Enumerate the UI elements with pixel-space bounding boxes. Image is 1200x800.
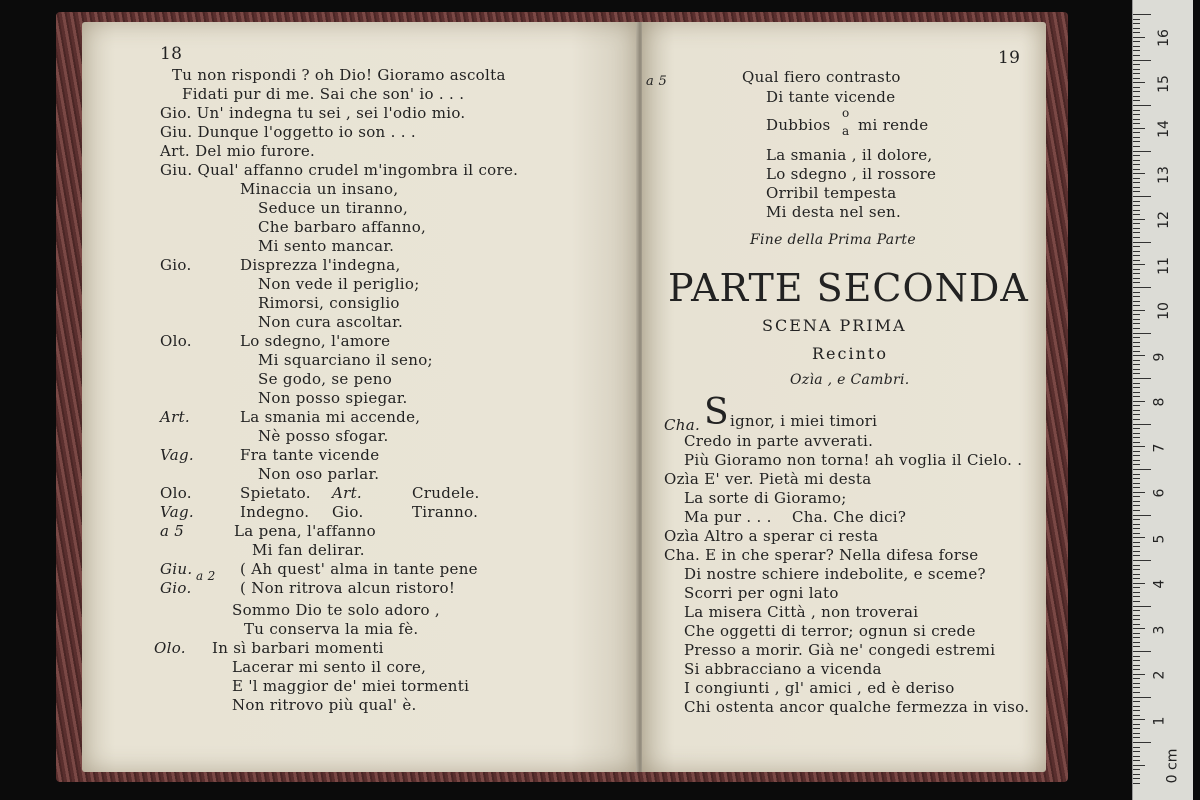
ruler-tick <box>1133 733 1140 734</box>
ruler-tick <box>1133 433 1140 434</box>
speaker-label: Vag. <box>160 446 194 464</box>
ruler-label: 0 cm <box>1164 748 1181 784</box>
ruler-tick <box>1133 747 1140 748</box>
ruler-tick <box>1133 460 1140 461</box>
ruler-tick <box>1133 642 1140 643</box>
ruler-label: 1 <box>1151 716 1168 725</box>
ruler-tick <box>1133 96 1140 97</box>
text-line: Disprezza l'indegna, <box>240 256 401 274</box>
ruler-tick <box>1133 191 1140 192</box>
text-line: E 'l maggior de' miei tormenti <box>232 677 470 695</box>
text-line: La pena, l'affanno <box>234 522 376 540</box>
ruler-tick <box>1133 501 1140 502</box>
ruler-tick <box>1133 660 1140 661</box>
ruler-tick <box>1133 160 1140 161</box>
speaker-label: Gio. <box>160 579 192 597</box>
ruler-tick <box>1133 546 1140 547</box>
verse-line: Qual fiero contrasto <box>742 68 901 86</box>
dialogue-line: Che oggetti di terror; ognun si crede <box>684 622 976 640</box>
text-line: Rimorsi, consiglio <box>258 294 400 312</box>
ruler-tick <box>1133 32 1140 33</box>
dialogue-line: La misera Città , non troverai <box>684 603 919 621</box>
ruler-tick <box>1133 255 1140 256</box>
text-line: Non cura ascoltar. <box>258 313 404 331</box>
ruler-tick <box>1133 505 1140 506</box>
ruler-tick <box>1133 219 1145 220</box>
ruler-tick <box>1133 401 1145 402</box>
ruler-tick <box>1133 110 1140 111</box>
ruler-tick <box>1133 578 1140 579</box>
ruler-tick <box>1133 251 1140 252</box>
ruler-tick <box>1133 483 1140 484</box>
speaker-label: Olo. <box>160 484 192 502</box>
ruler-tick <box>1133 273 1140 274</box>
ruler-tick <box>1133 519 1140 520</box>
ruler-tick <box>1133 537 1145 538</box>
ruler-tick <box>1133 451 1140 452</box>
ruler-tick <box>1133 373 1140 374</box>
ruler-tick <box>1133 305 1140 306</box>
ruler-tick <box>1133 610 1140 611</box>
ruler-tick <box>1133 364 1140 365</box>
ruler-tick <box>1133 169 1140 170</box>
verse-line: Di tante vicende <box>766 88 896 106</box>
ruler-tick <box>1133 87 1140 88</box>
text-line: Lacerar mi sento il core, <box>232 658 427 676</box>
ruler-tick <box>1133 701 1140 702</box>
ruler-tick <box>1133 119 1140 120</box>
ruler-tick <box>1133 387 1140 388</box>
ruler-tick <box>1133 50 1140 51</box>
ruler-tick <box>1133 492 1145 493</box>
scene-characters: Ozìa , e Cambri. <box>790 372 910 388</box>
ruler-label: 6 <box>1151 488 1168 498</box>
ruler-tick <box>1133 615 1140 616</box>
ruler-tick <box>1133 719 1145 720</box>
dialogue-line: Presso a morir. Già ne' congedi estremi <box>684 641 996 659</box>
ruler-tick <box>1133 201 1140 202</box>
dialogue-line: Chi ostenta ancor qualche fermezza in viso. <box>684 698 1030 716</box>
speaker-label: Gio. <box>332 503 364 521</box>
ruler-tick <box>1133 78 1140 79</box>
ruler-tick <box>1133 442 1140 443</box>
ruler-tick <box>1133 737 1140 738</box>
ruler-tick <box>1133 369 1140 370</box>
ruler-tick <box>1133 774 1140 775</box>
open-book <box>70 22 1054 772</box>
ruler-tick <box>1133 697 1151 698</box>
text-line: Gio. Un' indegna tu sei , sei l'odio mio. <box>160 104 466 122</box>
ruler-tick <box>1133 351 1140 352</box>
ruler-tick <box>1133 496 1140 497</box>
text-line: Tiranno. <box>412 503 479 521</box>
ruler-label: 10 <box>1155 302 1172 320</box>
ruler-tick <box>1133 205 1140 206</box>
verse-line: mi rende <box>858 116 929 134</box>
text-line: Lo sdegno, l'amore <box>240 332 391 350</box>
ruler-label: 8 <box>1151 397 1168 407</box>
ruler-tick <box>1133 783 1140 784</box>
ruler-tick <box>1133 565 1140 566</box>
ruler-tick <box>1133 678 1140 679</box>
ruler-tick <box>1133 155 1140 156</box>
ensemble-label: a 2 <box>196 569 216 583</box>
ruler-tick <box>1133 123 1140 124</box>
ruler-tick <box>1133 414 1140 415</box>
verse-variant-upper: o <box>842 106 850 120</box>
ruler-label: 13 <box>1155 165 1172 184</box>
ruler-label: 16 <box>1155 29 1172 47</box>
ruler-tick <box>1133 419 1140 420</box>
ruler-tick <box>1133 378 1151 379</box>
dialogue-line: Ma pur . . . <box>684 508 772 526</box>
measuring-ruler <box>1132 0 1193 800</box>
ruler-tick <box>1133 128 1145 129</box>
ruler-tick <box>1133 646 1140 647</box>
ruler-tick <box>1133 637 1140 638</box>
ruler-tick <box>1133 269 1140 270</box>
ruler-tick <box>1133 596 1140 597</box>
ruler-tick <box>1133 19 1140 20</box>
ruler-tick <box>1133 182 1140 183</box>
ruler-tick <box>1133 282 1140 283</box>
verse-line: Dubbios <box>766 116 831 134</box>
scene-heading: SCENA PRIMA <box>762 316 907 335</box>
ruler-tick <box>1133 405 1140 406</box>
ruler-tick <box>1133 669 1140 670</box>
ruler-tick <box>1133 196 1151 197</box>
ruler-tick <box>1133 551 1140 552</box>
part-title: PARTE SECONDA <box>668 266 1029 310</box>
ruler-tick <box>1133 114 1140 115</box>
ruler-tick <box>1133 14 1151 15</box>
ruler-label: 15 <box>1155 74 1172 93</box>
text-line: Fidati pur di me. Sai che son' io . . . <box>182 85 465 103</box>
page-number-left: 18 <box>160 44 183 64</box>
speaker-label: Olo. <box>160 332 192 350</box>
ruler-tick <box>1133 37 1145 38</box>
ruler-tick <box>1133 587 1140 588</box>
ruler-tick <box>1133 601 1140 602</box>
ruler-tick <box>1133 23 1140 24</box>
text-line: Seduce un tiranno, <box>258 199 409 217</box>
text-line: Se godo, se peno <box>258 370 393 388</box>
ruler-tick <box>1133 91 1140 92</box>
ruler-tick <box>1133 742 1151 743</box>
ruler-label: 4 <box>1151 579 1168 589</box>
right-page <box>642 22 1046 772</box>
dialogue-line: ignor, i miei timori <box>730 412 878 430</box>
text-line: La smania mi accende, <box>240 408 421 426</box>
ruler-tick <box>1133 533 1140 534</box>
ruler-tick <box>1133 310 1145 311</box>
text-line: Indegno. <box>240 503 310 521</box>
dialogue-line: Cha. E in che sperar? Nella difesa forse <box>664 546 979 564</box>
text-line: Crudele. <box>412 484 480 502</box>
ruler-tick <box>1133 210 1140 211</box>
speaker-label: Olo. <box>154 639 186 657</box>
ruler-tick <box>1133 751 1140 752</box>
ruler-tick <box>1133 446 1145 447</box>
ruler-tick <box>1133 333 1151 334</box>
text-line: Minaccia un insano, <box>240 180 399 198</box>
ruler-tick <box>1133 82 1145 83</box>
dialogue-line: Scorri per ogni lato <box>684 584 839 602</box>
ruler-label: 11 <box>1155 256 1172 275</box>
dialogue-line: Ozìa E' ver. Pietà mi desta <box>664 470 872 488</box>
ruler-tick <box>1133 337 1140 338</box>
dialogue-line: Si abbracciano a vicenda <box>684 660 882 678</box>
dialogue-line: La sorte di Gioramo; <box>684 489 847 507</box>
text-line: Tu non rispondi ? oh Dio! Gioramo ascolta <box>172 66 506 84</box>
ruler-tick <box>1133 60 1151 61</box>
ruler-tick <box>1133 346 1140 347</box>
ruler-tick <box>1133 323 1140 324</box>
ensemble-label: a 5 <box>160 522 185 540</box>
ruler-tick <box>1133 187 1140 188</box>
ruler-label: 12 <box>1155 211 1172 229</box>
ruler-tick <box>1133 469 1151 470</box>
ruler-tick <box>1133 383 1140 384</box>
ruler-tick <box>1133 628 1145 629</box>
ruler-label: 5 <box>1151 534 1168 543</box>
ruler-tick <box>1133 64 1140 65</box>
text-line: Non posso spiegar. <box>258 389 408 407</box>
ruler-tick <box>1133 583 1145 584</box>
ruler-tick <box>1133 146 1140 147</box>
ruler-tick <box>1133 515 1151 516</box>
ruler-tick <box>1133 46 1140 47</box>
text-line: Sommo Dio te solo adoro , <box>232 601 440 619</box>
ruler-tick <box>1133 264 1145 265</box>
ruler-tick <box>1133 464 1140 465</box>
ruler-tick <box>1133 765 1145 766</box>
ruler-tick <box>1133 478 1140 479</box>
ruler-tick <box>1133 424 1151 425</box>
speaker-label: Cha. <box>664 416 701 434</box>
ruler-tick <box>1133 301 1140 302</box>
ruler-tick <box>1133 287 1151 288</box>
speaker-label: Art. <box>160 408 190 426</box>
ruler-tick <box>1133 237 1140 238</box>
ruler-tick <box>1133 242 1151 243</box>
text-line: Giu. Dunque l'oggetto io son . . . <box>160 123 416 141</box>
text-line: Giu. Qual' affanno crudel m'ingombra il core. <box>160 161 519 179</box>
ruler-tick <box>1133 342 1140 343</box>
ruler-tick <box>1133 769 1140 770</box>
text-line: Nè posso sfogar. <box>258 427 389 445</box>
ruler-tick <box>1133 619 1140 620</box>
ruler-tick <box>1133 665 1140 666</box>
text-line: Art. Del mio furore. <box>160 142 316 160</box>
verse-line: Orribil tempesta <box>766 184 897 202</box>
ruler-tick <box>1133 355 1145 356</box>
ruler-tick <box>1133 778 1140 779</box>
ruler-tick <box>1133 606 1151 607</box>
ruler-tick <box>1133 592 1140 593</box>
ruler-tick <box>1133 574 1140 575</box>
ruler-tick <box>1133 524 1140 525</box>
ruler-tick <box>1133 73 1140 74</box>
ruler-tick <box>1133 687 1140 688</box>
ruler-tick <box>1133 692 1140 693</box>
ruler-tick <box>1133 651 1151 652</box>
ruler-tick <box>1133 69 1140 70</box>
ruler-tick <box>1133 214 1140 215</box>
ensemble-label: a 5 <box>646 74 668 89</box>
ruler-tick <box>1133 706 1140 707</box>
ruler-tick <box>1133 100 1140 101</box>
ruler-tick <box>1133 223 1140 224</box>
dialogue-line: Cha. Che dici? <box>792 508 907 526</box>
ruler-tick <box>1133 760 1140 761</box>
ruler-tick <box>1133 656 1140 657</box>
ruler-tick <box>1133 292 1140 293</box>
ruler-tick <box>1133 164 1140 165</box>
scene-location: Recinto <box>812 344 888 363</box>
dialogue-line: Ozìa Altro a sperar ci resta <box>664 527 879 545</box>
ruler-tick <box>1133 132 1140 133</box>
left-page <box>82 22 638 772</box>
ruler-tick <box>1133 715 1140 716</box>
ruler-tick <box>1133 228 1140 229</box>
text-line: Non ritrovo più qual' è. <box>232 696 417 714</box>
speaker-label: Giu. <box>160 560 193 578</box>
ruler-tick <box>1133 728 1140 729</box>
text-line: Non oso parlar. <box>258 465 380 483</box>
ruler-tick <box>1133 437 1140 438</box>
section-end-note: Fine della Prima Parte <box>750 232 916 248</box>
ruler-tick <box>1133 151 1151 152</box>
ruler-tick <box>1133 55 1140 56</box>
ruler-tick <box>1133 428 1140 429</box>
ruler-tick <box>1133 756 1140 757</box>
ruler-tick <box>1133 232 1140 233</box>
ruler-tick <box>1133 528 1140 529</box>
drop-cap: S <box>704 392 729 433</box>
ruler-tick <box>1133 328 1140 329</box>
ruler-tick <box>1133 510 1140 511</box>
text-line: In sì barbari momenti <box>212 639 384 657</box>
ruler-tick <box>1133 555 1140 556</box>
verse-line: Lo sdegno , il rossore <box>766 165 937 183</box>
text-line: Fra tante vicende <box>240 446 380 464</box>
ruler-tick <box>1133 137 1140 138</box>
ruler-tick <box>1133 141 1140 142</box>
speaker-label: Vag. <box>160 503 194 521</box>
ruler-label: 2 <box>1151 670 1168 680</box>
text-line: ( Non ritrova alcun ristoro! <box>240 579 456 597</box>
ruler-label: 7 <box>1151 443 1168 452</box>
verse-line: La smania , il dolore, <box>766 146 933 164</box>
verse-variant-lower: a <box>842 124 850 138</box>
ruler-tick <box>1133 724 1140 725</box>
page-number-right: 19 <box>998 48 1021 68</box>
dialogue-line: Più Gioramo non torna! ah voglia il Cielo. . <box>684 451 1023 469</box>
text-line: ( Ah quest' alma in tante pene <box>240 560 478 578</box>
ruler-tick <box>1133 296 1140 297</box>
speaker-label: Art. <box>332 484 362 502</box>
ruler-tick <box>1133 455 1140 456</box>
ruler-tick <box>1133 474 1140 475</box>
dialogue-line: Di nostre schiere indebolite, e sceme? <box>684 565 986 583</box>
ruler-tick <box>1133 41 1140 42</box>
ruler-tick <box>1133 392 1140 393</box>
ruler-tick <box>1133 560 1151 561</box>
ruler-label: 3 <box>1151 625 1168 634</box>
ruler-tick <box>1133 683 1140 684</box>
dialogue-line: I congiunti , gl' amici , ed è deriso <box>684 679 955 697</box>
verse-line: Mi desta nel sen. <box>766 203 902 221</box>
speaker-label: Gio. <box>160 256 192 274</box>
ruler-tick <box>1133 28 1140 29</box>
text-line: Mi sento mancar. <box>258 237 395 255</box>
ruler-tick <box>1133 674 1145 675</box>
ruler-label: 14 <box>1155 120 1172 138</box>
ruler-tick <box>1133 569 1140 570</box>
text-line: Spietato. <box>240 484 311 502</box>
ruler-tick <box>1133 396 1140 397</box>
ruler-tick <box>1133 246 1140 247</box>
ruler-tick <box>1133 105 1151 106</box>
text-line: Tu conserva la mia fè. <box>244 620 419 638</box>
ruler-tick <box>1133 410 1140 411</box>
text-line: Mi fan delirar. <box>252 541 365 559</box>
ruler-tick <box>1133 178 1140 179</box>
ruler-tick <box>1133 260 1140 261</box>
ruler-tick <box>1133 360 1140 361</box>
ruler-tick <box>1133 710 1140 711</box>
dialogue-line: Credo in parte avverati. <box>684 432 874 450</box>
ruler-label: 9 <box>1151 352 1168 361</box>
ruler-tick <box>1133 278 1140 279</box>
ruler-tick <box>1133 319 1140 320</box>
ruler-tick <box>1133 542 1140 543</box>
text-line: Che barbaro affanno, <box>258 218 427 236</box>
text-line: Non vede il periglio; <box>258 275 420 293</box>
text-line: Mi squarciano il seno; <box>258 351 433 369</box>
ruler-tick <box>1133 633 1140 634</box>
ruler-tick <box>1133 624 1140 625</box>
ruler-tick <box>1133 487 1140 488</box>
ruler-tick <box>1133 173 1145 174</box>
ruler-tick <box>1133 314 1140 315</box>
